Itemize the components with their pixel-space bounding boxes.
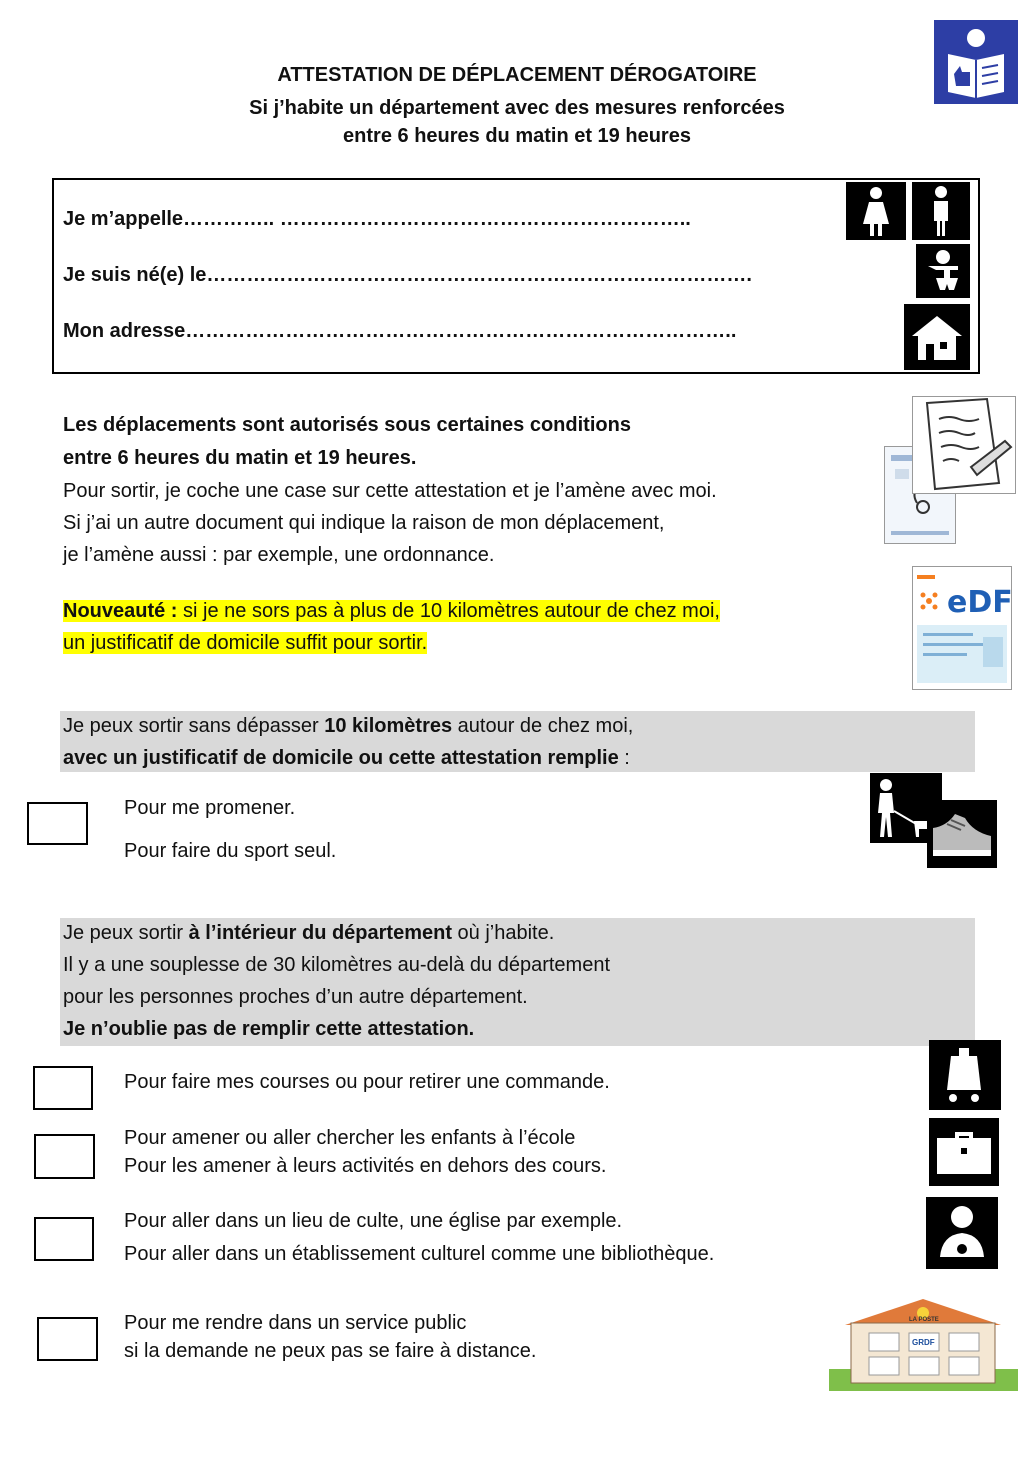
document-pen-image — [912, 396, 1016, 494]
option-public-service-text-2: si la demande ne peux pas se faire à distance. — [124, 1340, 537, 1362]
edf-bill-image — [912, 566, 1012, 690]
intro-text: Si j’ai un autre document qui indique la raison de mon déplacement, — [63, 512, 665, 534]
text-segment: où j’habite. — [452, 922, 555, 944]
text-segment-bold: avec un justificatif de domicile ou cette attestation remplie — [63, 747, 619, 769]
option-worship-text: Pour aller dans un lieu de culte, une église par exemple. — [124, 1210, 623, 1232]
reader-icon — [934, 20, 1018, 104]
section-10km-line-1 — [63, 715, 633, 738]
section-10km-line-2 — [63, 747, 630, 770]
public-services-house-image — [829, 1293, 1018, 1391]
checkbox-worship[interactable] — [34, 1217, 94, 1261]
option-sport-text: Pour faire du sport seul. — [124, 840, 337, 862]
page-title: ATTESTATION DE DÉPLACEMENT DÉROGATOIRE — [277, 64, 757, 86]
page-subtitle-hours: entre 6 heures du matin et 19 heures — [343, 125, 691, 147]
option-school-text: Pour amener ou aller chercher les enfants à l’école — [124, 1127, 576, 1149]
man-icon — [912, 182, 970, 240]
post-house-logo: GRDF — [912, 1338, 935, 1347]
intro-heading: Les déplacements sont autorisés sous certaines conditions — [63, 414, 631, 436]
name-field[interactable]: Je m’appelle………….. …………………………………………………….. — [63, 208, 691, 230]
text-segment: Je peux sortir — [63, 922, 189, 944]
section-department-line-4: Je n’oublie pas de remplir cette attestation. — [63, 1018, 475, 1040]
option-public-service-text: Pour me rendre dans un service public — [124, 1312, 467, 1334]
checkbox-public-service[interactable] — [37, 1317, 98, 1361]
checkbox-walk-sport[interactable] — [27, 802, 88, 845]
birthdate-field[interactable]: Je suis né(e) le………………………………………………………………………. — [63, 264, 752, 286]
checkbox-shopping[interactable] — [33, 1066, 93, 1110]
woman-icon — [846, 182, 906, 240]
praying-person-icon — [926, 1197, 998, 1269]
notice-text: si je ne sors pas à plus de 10 kilomètres autour de chez moi, — [177, 600, 720, 622]
easy-to-read-logo — [934, 20, 1018, 104]
option-activities-text: Pour les amener à leurs activités en dehors des cours. — [124, 1155, 607, 1177]
option-walk-text: Pour me promener. — [124, 797, 296, 819]
option-culture-text: Pour aller dans un établissement culturel comme une bibliothèque. — [124, 1243, 715, 1265]
notice-line-2 — [63, 632, 427, 655]
notice-line — [63, 600, 720, 623]
house-icon — [904, 304, 970, 370]
intro-text: Pour sortir, je coche une case sur cette attestation et je l’amène avec moi. — [63, 480, 717, 502]
notice-label: Nouveauté : — [63, 600, 178, 622]
text-segment: Je peux sortir sans dépasser — [63, 715, 325, 737]
baby-icon — [916, 244, 970, 298]
checkbox-school[interactable] — [34, 1134, 95, 1179]
post-house-sign: LA POSTE — [909, 1317, 939, 1323]
intro-text: je l’amène aussi : par exemple, une ordonnance. — [63, 544, 495, 566]
edf-logo-text: eDF — [947, 585, 1013, 620]
section-department-line-3: pour les personnes proches d’un autre département. — [63, 986, 528, 1008]
text-segment: : — [618, 747, 630, 769]
text-segment: autour de chez moi, — [452, 715, 634, 737]
page-subtitle: Si j’habite un département avec des mesures renforcées — [249, 97, 785, 119]
intro-heading-hours: entre 6 heures du matin et 19 heures. — [63, 447, 417, 469]
shopping-cart-icon — [929, 1040, 1001, 1110]
sneaker-icon — [927, 800, 997, 868]
address-field[interactable]: Mon adresse……………………………………………………………………….. — [63, 320, 737, 342]
section-department-line-1 — [63, 922, 554, 945]
section-department-line-2: Il y a une souplesse de 30 kilomètres au-delà du département — [63, 954, 611, 976]
text-segment-bold: 10 kilomètres — [324, 715, 453, 737]
option-shopping-text: Pour faire mes courses ou pour retirer une commande. — [124, 1071, 610, 1093]
text-segment-bold: à l’intérieur du département — [188, 922, 452, 944]
briefcase-icon — [929, 1118, 999, 1186]
notice-text: un justificatif de domicile suffit pour sortir. — [63, 632, 428, 654]
